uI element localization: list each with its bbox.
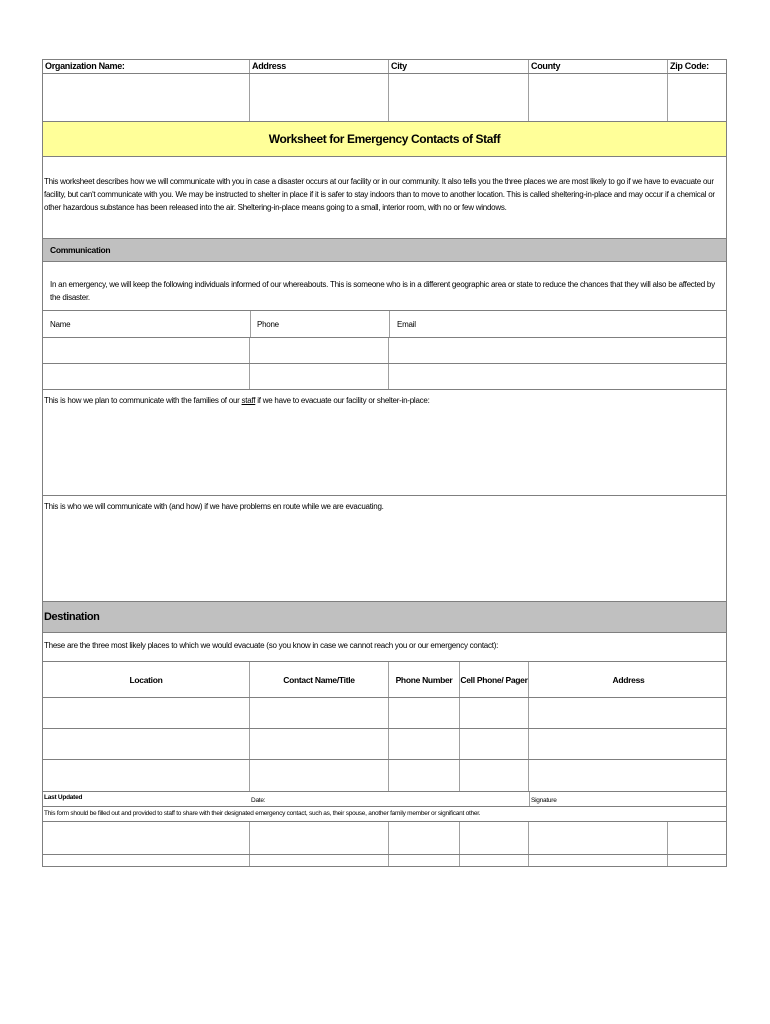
last-updated-row	[42, 791, 727, 807]
cell-phone-column-header: Cell Phone/ Pager	[460, 674, 528, 685]
blank-cell[interactable]	[389, 822, 460, 854]
county-field[interactable]	[529, 74, 668, 121]
phone-column-header: Phone	[257, 320, 279, 329]
contact-row	[42, 363, 727, 389]
city-label: City	[391, 61, 407, 71]
email-column-header: Email	[397, 320, 416, 329]
communication-description: In an emergency, we will keep the following individuals informed of our whereabouts. This is someone who is in a different geographic area or state to reduce the chances that they will also be affected by the disaster.	[50, 280, 715, 302]
title-row	[42, 121, 727, 157]
contact-title-field[interactable]	[250, 698, 389, 728]
location-column-header: Location	[129, 674, 163, 685]
location-field[interactable]	[43, 760, 250, 791]
contact-title-field[interactable]	[250, 760, 389, 791]
note-row	[42, 807, 727, 821]
org-name-label: Organization Name:	[45, 61, 125, 71]
signature-cell[interactable]	[529, 792, 728, 806]
destination-address-field[interactable]	[529, 698, 728, 728]
destination-address-field[interactable]	[529, 760, 728, 791]
cell-phone-field[interactable]	[460, 760, 529, 791]
contact-phone-field[interactable]	[250, 364, 389, 389]
intro-row	[42, 157, 727, 238]
blank-cell[interactable]	[250, 855, 389, 866]
blank-cell[interactable]	[460, 855, 529, 866]
header-label-row	[42, 59, 727, 73]
families-plan-row[interactable]	[42, 389, 727, 495]
cell-phone-field[interactable]	[460, 698, 529, 728]
contact-title-column-header: Contact Name/Title	[283, 674, 355, 685]
phone-number-field[interactable]	[389, 729, 460, 759]
contact-row	[42, 337, 727, 363]
en-route-row[interactable]	[42, 495, 727, 601]
location-col-cell	[43, 662, 250, 697]
contact-email-field[interactable]	[389, 364, 728, 389]
blank-cell[interactable]	[668, 855, 728, 866]
city-cell	[389, 60, 529, 73]
families-plan-staff: staff	[241, 396, 256, 405]
destination-description-row	[42, 633, 727, 661]
page-title: Worksheet for Emergency Contacts of Staff	[268, 132, 501, 146]
blank-cell[interactable]	[529, 855, 668, 866]
contact-email-field[interactable]	[389, 338, 728, 363]
contact-name-field[interactable]	[43, 364, 250, 389]
county-label: County	[531, 61, 561, 71]
destination-row	[42, 728, 727, 759]
blank-cell[interactable]	[668, 822, 728, 854]
blank-cell[interactable]	[529, 822, 668, 854]
phone-number-column-header: Phone Number	[395, 674, 453, 685]
email-col-cell	[389, 311, 728, 337]
blank-cell[interactable]	[43, 822, 250, 854]
destination-heading-row	[42, 601, 727, 633]
contact-header-row	[42, 310, 727, 337]
blank-cell[interactable]	[460, 822, 529, 854]
name-col-cell	[43, 311, 250, 337]
destination-description: These are the three most likely places to which we would evacuate (so you know in case we cannot reach you or our emergency contact):	[44, 641, 499, 650]
destination-header-row	[42, 661, 727, 697]
date-label: Date:	[251, 797, 266, 804]
destination-row	[42, 759, 727, 791]
contact-title-field[interactable]	[250, 729, 389, 759]
cell-phone-field[interactable]	[460, 729, 529, 759]
communication-heading: Communication	[50, 245, 111, 255]
destination-heading: Destination	[44, 611, 100, 623]
county-cell	[529, 60, 668, 73]
phone-number-field[interactable]	[389, 698, 460, 728]
families-plan-text	[44, 394, 430, 407]
last-updated-label: Last Updated	[44, 794, 83, 801]
address-field[interactable]	[250, 74, 389, 121]
cell-phone-col-cell	[460, 662, 529, 697]
last-updated-cell	[43, 792, 250, 806]
blank-row	[42, 854, 727, 867]
date-cell[interactable]	[250, 792, 529, 806]
destination-row	[42, 697, 727, 728]
en-route-text: This is who we will communicate with (and how) if we have problems en route while we are evacuating.	[44, 502, 384, 511]
blank-row	[42, 821, 727, 854]
families-plan-suffix: if we have to evacuate our facility or shelter-in-place:	[255, 396, 430, 405]
address-col-cell	[529, 662, 728, 697]
address-column-header: Address	[612, 674, 645, 685]
city-field[interactable]	[389, 74, 529, 121]
footer-note: This form should be filled out and provided to staff to share with their designated emergency contact, such as, their spouse, another family member or significant other.	[44, 810, 481, 817]
org-name-field[interactable]	[43, 74, 250, 121]
blank-cell[interactable]	[43, 855, 250, 866]
blank-cell[interactable]	[389, 855, 460, 866]
phone-number-col-cell	[389, 662, 460, 697]
contact-title-col-cell	[250, 662, 389, 697]
families-plan-prefix: This is how we plan to communicate with the families of our	[44, 396, 242, 405]
org-name-cell	[43, 60, 250, 73]
zip-label: Zip Code:	[670, 61, 709, 71]
signature-label: Signature	[531, 797, 557, 804]
contact-phone-field[interactable]	[250, 338, 389, 363]
blank-cell[interactable]	[250, 822, 389, 854]
communication-description-row	[42, 262, 727, 310]
zip-cell	[668, 60, 728, 73]
header-input-row	[42, 73, 727, 121]
location-field[interactable]	[43, 698, 250, 728]
contact-name-field[interactable]	[43, 338, 250, 363]
address-label: Address	[252, 61, 286, 71]
destination-address-field[interactable]	[529, 729, 728, 759]
location-field[interactable]	[43, 729, 250, 759]
worksheet	[42, 59, 727, 867]
intro-text: This worksheet describes how we will communicate with you in case a disaster occurs at our facility or in our community. It also tells you the three places we are most likely to go if we have to evacuate our facility, but can't communicate with you. We may be instructed to shelter in place if it is safer to stay indoors than to move to another location. This is called sheltering-in-place and may occur if a chemical or other hazardous substance has been released into the air. Sheltering-in-place means going to a small, interior room, with no or few windows.	[44, 177, 715, 212]
address-cell	[250, 60, 389, 73]
name-column-header: Name	[50, 320, 71, 329]
phone-number-field[interactable]	[389, 760, 460, 791]
phone-col-cell	[250, 311, 389, 337]
communication-heading-row	[42, 238, 727, 262]
zip-field[interactable]	[668, 74, 728, 121]
